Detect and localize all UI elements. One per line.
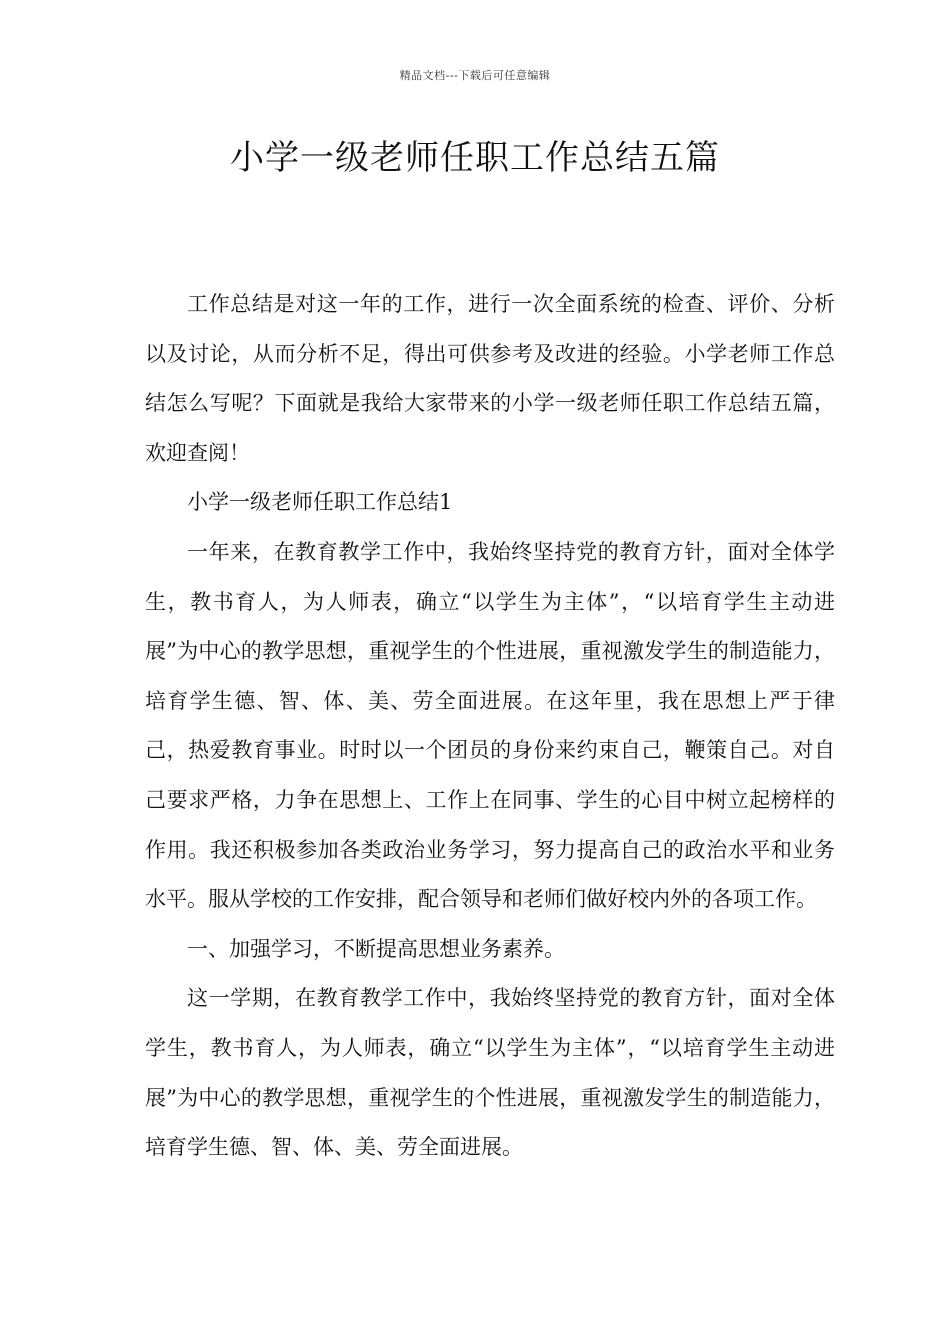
subsection-heading: 一、加强学习，不断提高思想业务素养。 (187, 936, 565, 961)
document-body (145, 280, 835, 1173)
document-title: 小学一级老师任职工作总结五篇 (230, 138, 720, 178)
intro-paragraph: 工作总结是对这一年的工作，进行一次全面系统的检查、评价、分析以及讨论，从而分析不足，得出可供参考及改进的经验。小学老师工作总结怎么写呢？下面就是我给大家带来的小学一级老师任职工作总结五篇，欢迎查阅！ (145, 292, 835, 465)
body-paragraph: 一年来，在教育教学工作中，我始终坚持党的教育方针，面对全体学生，教书育人，为人师表，确立“以学生为主体”，“以培育学生主动进展”为中心的教学思想，重视学生的个性进展，重视激发学生的制造能力，培育学生德、智、体、美、劳全面进展。在这年里，我在思想上严于律己，热爱教育事业。时时以一个团员的身份来约束自己，鞭策自己。对自己要求严格，力争在思想上、工作上在同事、学生的心目中树立起榜样的作用。我还积极参加各类政治业务学习，努力提高自己的政治水平和业务水平。服从学校的工作安排，配合领导和老师们做好校内外的各项工作。 (145, 539, 835, 912)
body-paragraph: 这一学期，在教育教学工作中，我始终坚持党的教育方针，面对全体学生，教书育人，为人师表，确立“以学生为主体”，“以培育学生主动进展”为中心的教学思想，重视学生的个性进展，重视激发学生的制造能力，培育学生德、智、体、美、劳全面进展。 (145, 986, 835, 1160)
section-heading-1: 小学一级老师任职工作总结1 (187, 490, 453, 515)
header-note: 精品文档---下载后可任意编辑 (399, 69, 551, 82)
